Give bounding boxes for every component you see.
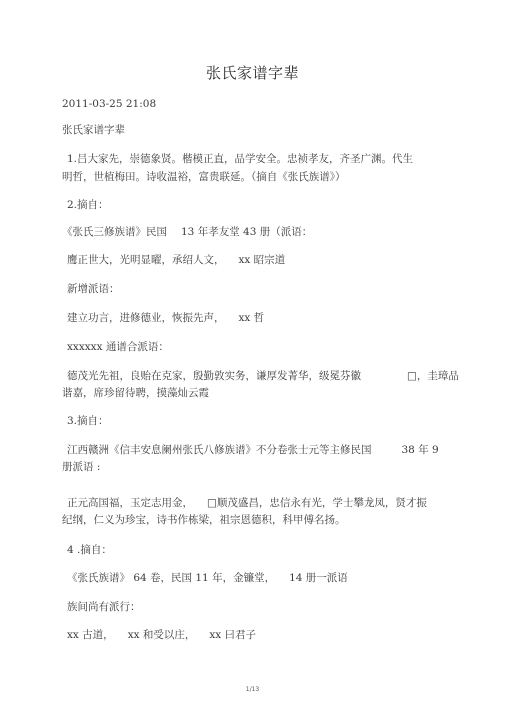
section-2-comb-part-a: 德茂光先祖，良贻在克家，殷勤敦实务，谦厚发菁华，级冕芬徽 — [67, 370, 361, 382]
section-4-source-line — [67, 571, 348, 585]
document-title: 张氏家谱字辈 — [205, 64, 299, 82]
section-2-new-label: 新增派语： — [67, 283, 120, 295]
section-3-heading: 3.摘自： — [67, 415, 109, 427]
section-2-new-part-b: xx 哲 — [238, 312, 265, 324]
section-2-source-part-a: 《张氏三修族谱》民国 — [62, 226, 167, 238]
section-2-gen-part-b: xx 昭宗道 — [238, 254, 286, 266]
section-3-source-part-b: 38 年 9 — [401, 444, 439, 456]
section-3-generation-line-1 — [67, 496, 427, 510]
section-2-combined-line-2: 谐嘉，席珍留待聘，摸藻灿云霞 — [62, 387, 209, 399]
section-4-other-label: 族间尚有派行： — [67, 601, 141, 613]
page-number: 1/13 — [245, 686, 260, 693]
section-2-gen-part-a: 鹰正世大，光明显曜，承绍人文， — [67, 254, 225, 266]
section-4-other-part-c: xx 曰君子 — [209, 629, 257, 641]
section-3-source-part-a: 江西赣洲《信丰安息阑州张氏八修族谱》不分卷张士元等主修民国 — [67, 444, 372, 456]
section-3-gen-part-b: □顺茂盛昌，忠信永有光，学士攀龙凤，贤才振 — [207, 497, 427, 509]
section-2-comb-part-b: □，圭璋品 — [407, 370, 459, 382]
section-2-source-part-b: 13 年孝友堂 43 册（派语： — [181, 226, 313, 238]
section-2-combined-label: xxxxxx 通谱合派语： — [67, 341, 169, 353]
document-subtitle: 张氏家谱字辈 — [62, 124, 125, 136]
section-3-source-line-2: 册派语 : — [62, 461, 101, 473]
section-2-generation-line — [67, 253, 285, 267]
section-4-other-part-b: xx 和受以庄， — [127, 629, 196, 641]
p1-line-2: 明哲，世植梅田。诗收温裕，富贵联延。（摘自《张氏族谱》） — [62, 171, 346, 183]
section-3-source-line — [67, 443, 439, 457]
section-2-new-part-a: 建立功言，进修德业，恢振先声， — [67, 312, 225, 324]
section-4-heading: 4 .摘自： — [67, 544, 112, 556]
section-2-new-line — [67, 311, 264, 325]
section-2-heading: 2.摘自： — [67, 199, 109, 211]
section-2-combined-line-1 — [67, 369, 459, 383]
section-4-other-part-a: xx 古道， — [67, 629, 114, 641]
post-datetime: 2011-03-25 21:08 — [62, 98, 157, 110]
section-4-source-part-a: 《张氏族谱》 64 卷，民国 11 年，金镰堂， — [67, 572, 276, 584]
section-4-source-part-b: 14 册一派语 — [289, 572, 348, 584]
section-3-gen-part-a: 正元高国福，玉定志用金， — [67, 497, 193, 509]
p1-line-1: 1.吕大家先，崇德象贤。楷模正直，品学安全。忠祯孝友，齐圣广渊。代生 — [67, 153, 414, 165]
section-2-source — [62, 225, 312, 239]
section-3-generation-line-2: 纪纲，仁义为珍宝，诗书作栋梁，祖宗恩德积，科甲傅名扬。 — [62, 514, 346, 526]
section-4-other-line — [67, 628, 256, 642]
